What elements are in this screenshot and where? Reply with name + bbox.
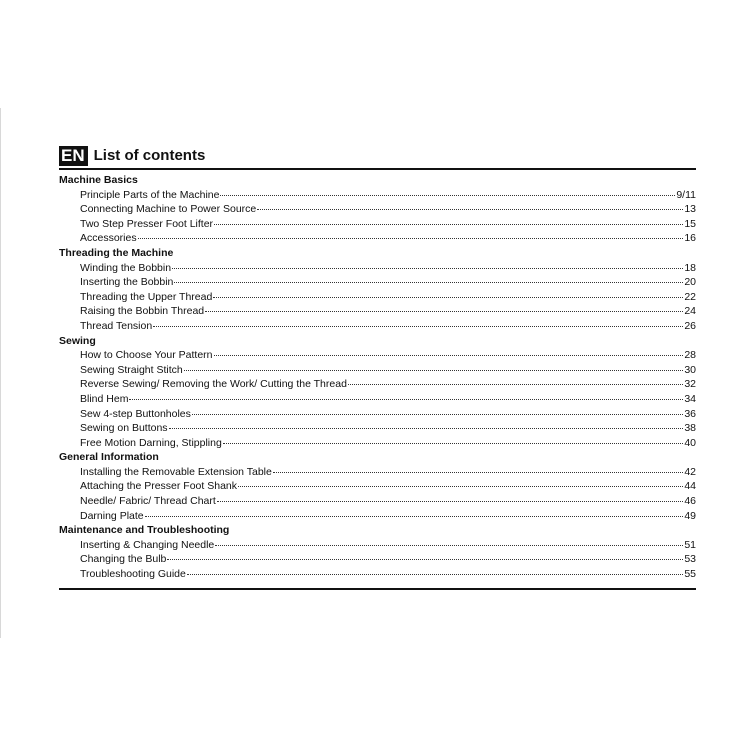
section-title: Maintenance and Troubleshooting [59, 524, 230, 537]
toc-entry[interactable] [59, 552, 696, 567]
toc-entry-page-number: 26 [684, 319, 696, 332]
toc-entry-page-number: 42 [684, 465, 696, 478]
toc-entry[interactable] [59, 275, 696, 290]
dot-leader [129, 399, 683, 400]
toc-entry[interactable] [59, 494, 696, 509]
toc-entry[interactable] [59, 290, 696, 305]
toc-entry-label: Reverse Sewing/ Removing the Work/ Cutting the Thread [80, 378, 347, 391]
toc-entry[interactable] [59, 509, 696, 524]
toc-entry-page-number: 38 [684, 422, 696, 435]
toc-entry-label: Winding the Bobbin [80, 261, 172, 274]
toc-entry[interactable] [59, 377, 696, 392]
toc-entry-page-number: 28 [684, 349, 696, 362]
table-of-contents [59, 173, 696, 582]
toc-entry[interactable] [59, 407, 696, 422]
toc-entry-label: Sewing on Buttons [80, 422, 168, 435]
toc-entry-page-number: 46 [684, 495, 696, 508]
toc-entry-page-number: 34 [684, 392, 696, 405]
toc-entry-label: Darning Plate [80, 509, 144, 522]
toc-entry-label: Thread Tension [80, 319, 153, 332]
dot-leader [153, 326, 683, 327]
toc-entry[interactable] [59, 567, 696, 582]
toc-entry-page-number: 9/11 [676, 188, 696, 201]
toc-entry[interactable] [59, 217, 696, 232]
toc-entry-label: Changing the Bulb [80, 553, 167, 566]
toc-entry-label: Connecting Machine to Power Source [80, 203, 257, 216]
dot-leader [138, 238, 684, 239]
toc-entry[interactable] [59, 261, 696, 276]
dot-leader [169, 428, 684, 429]
section-title: General Information [59, 451, 159, 464]
toc-entry[interactable] [59, 465, 696, 480]
dot-leader [273, 472, 683, 473]
dot-leader [215, 545, 683, 546]
toc-entry-page-number: 36 [684, 407, 696, 420]
dot-leader [348, 384, 683, 385]
dot-leader [213, 297, 683, 298]
toc-entry[interactable] [59, 479, 696, 494]
toc-entry-label: Needle/ Fabric/ Thread Chart [80, 495, 216, 508]
page-title: List of contents [93, 147, 206, 164]
toc-entry[interactable] [59, 348, 696, 363]
toc-entry-label: Troubleshooting Guide [80, 568, 186, 581]
toc-entry[interactable] [59, 304, 696, 319]
toc-entry-label: Blind Hem [80, 392, 129, 405]
toc-entry-label: Principle Parts of the Machine [80, 188, 220, 201]
toc-entry-label: Attaching the Presser Foot Shank [80, 480, 238, 493]
toc-entry[interactable] [59, 319, 696, 334]
toc-entry-page-number: 32 [684, 378, 696, 391]
dot-leader [223, 443, 683, 444]
toc-entry-page-number: 40 [684, 436, 696, 449]
dot-leader [167, 559, 683, 560]
toc-entry[interactable] [59, 188, 696, 203]
toc-entry-page-number: 30 [684, 363, 696, 376]
toc-entry-page-number: 55 [684, 568, 696, 581]
section-title: Threading the Machine [59, 246, 174, 259]
dot-leader [257, 209, 683, 210]
toc-entry-page-number: 20 [684, 276, 696, 289]
section-title: Machine Basics [59, 174, 138, 186]
language-badge: EN [59, 146, 88, 166]
dot-leader [174, 282, 683, 283]
toc-entry[interactable] [59, 231, 696, 246]
toc-entry-label: Raising the Bobbin Thread [80, 305, 205, 318]
toc-entry[interactable] [59, 363, 696, 378]
toc-entry-label: Sew 4-step Buttonholes [80, 407, 191, 420]
dot-leader [192, 414, 683, 415]
toc-entry[interactable] [59, 538, 696, 553]
dot-leader [217, 501, 684, 502]
toc-entry-label: Sewing Straight Stitch [80, 363, 183, 376]
toc-entry-page-number: 18 [684, 261, 696, 274]
toc-entry-page-number: 24 [684, 305, 696, 318]
toc-entry[interactable] [59, 392, 696, 407]
toc-entry[interactable] [59, 436, 696, 451]
dot-leader [220, 195, 675, 196]
dot-leader [145, 516, 684, 517]
contents-page [59, 145, 696, 590]
contents-header [59, 145, 696, 167]
toc-entry-page-number: 44 [684, 480, 696, 493]
dot-leader [172, 268, 683, 269]
toc-entry-page-number: 53 [684, 553, 696, 566]
toc-entry-label: Inserting the Bobbin [80, 276, 174, 289]
toc-entry-label: Inserting & Changing Needle [80, 538, 215, 551]
toc-entry[interactable] [59, 421, 696, 436]
toc-entry-page-number: 51 [684, 538, 696, 551]
toc-entry[interactable] [59, 202, 696, 217]
dot-leader [205, 311, 683, 312]
toc-entry-label: Installing the Removable Extension Table [80, 465, 272, 478]
dot-leader [238, 486, 683, 487]
toc-entry-label: Threading the Upper Thread [80, 290, 213, 303]
toc-entry-page-number: 22 [684, 290, 696, 303]
toc-entry-label: How to Choose Your Pattern [80, 349, 213, 362]
section-title: Sewing [59, 334, 96, 347]
dot-leader [214, 355, 684, 356]
dot-leader [214, 224, 683, 225]
toc-entry-label: Free Motion Darning, Stippling [80, 436, 222, 449]
toc-entry-page-number: 16 [684, 232, 696, 245]
toc-entry-page-number: 15 [684, 217, 696, 230]
toc-entry-label: Accessories [80, 232, 137, 245]
toc-entry-page-number: 49 [684, 509, 696, 522]
dot-leader [187, 574, 683, 575]
footer-rule [59, 588, 696, 590]
toc-entry-page-number: 13 [684, 203, 696, 216]
header-rule [59, 168, 696, 170]
page-edge-line [0, 108, 1, 638]
toc-entry-label: Two Step Presser Foot Lifter [80, 217, 214, 230]
dot-leader [184, 370, 684, 371]
